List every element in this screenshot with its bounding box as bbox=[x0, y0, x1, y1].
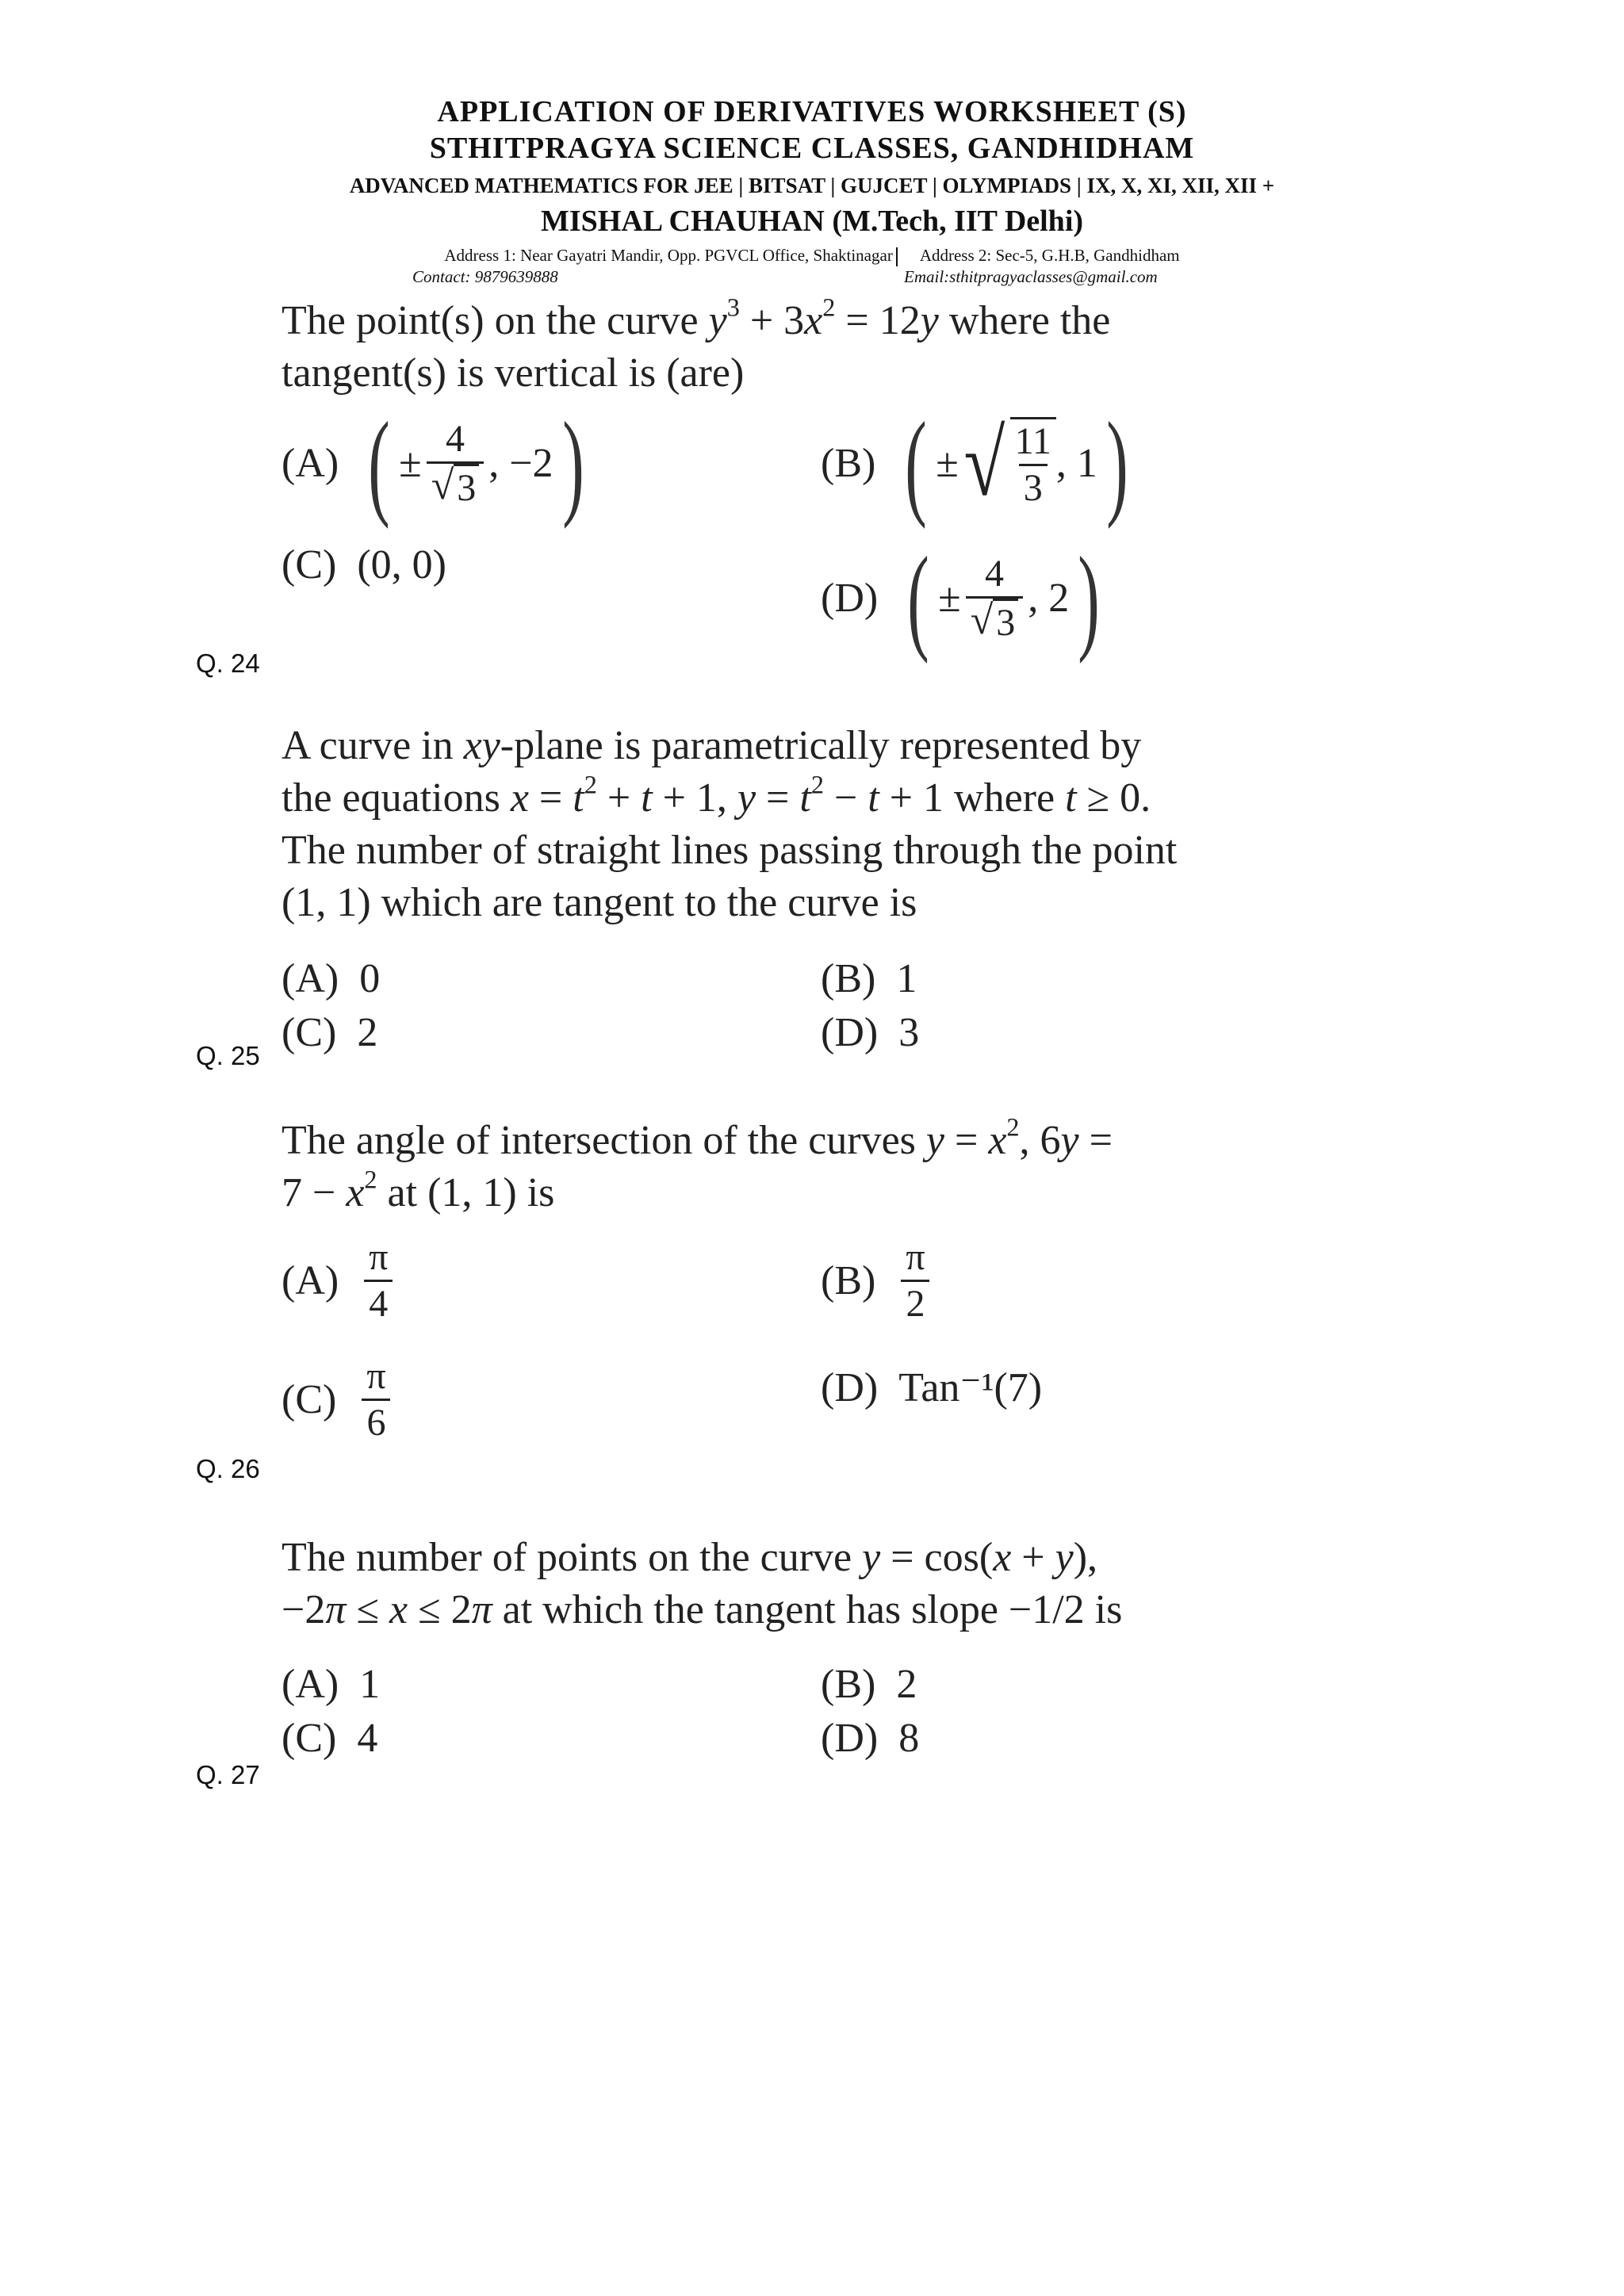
question-24 bbox=[282, 295, 1281, 674]
question-26 bbox=[282, 1112, 1281, 1473]
question-25-number: Q. 25 bbox=[196, 1041, 260, 1070]
question-27-options bbox=[282, 1659, 1281, 1770]
address-line bbox=[0, 244, 1624, 266]
option-b: (B) 1 bbox=[821, 956, 917, 1001]
worksheet-title: APPLICATION OF DERIVATIVES WORKSHEET (S) bbox=[437, 95, 1187, 128]
question-25 bbox=[282, 720, 1281, 1064]
question-27-stem: The number of points on the curve y = cos(x + y), −2π ≤ x ≤ 2π at which the tangent has slope −1/2 is bbox=[282, 1535, 1123, 1632]
option-c: (C) (0, 0) bbox=[282, 542, 446, 587]
option-a: (A) ( ± 4 √ 3 , −2 ) bbox=[282, 398, 584, 530]
address-2: Address 2: Sec-5, G.H.B, Gandhidham bbox=[919, 246, 1180, 265]
question-27-number: Q. 27 bbox=[196, 1760, 260, 1789]
option-c: (C) 2 bbox=[282, 1010, 378, 1055]
option-d: (D) Tan⁻¹(7) bbox=[821, 1365, 1043, 1410]
question-24-options bbox=[282, 398, 1281, 674]
question-25-stem: A curve in xy-plane is parametrically represented by the equations $x = t^2 + t + 1$, $y = t^2 - t + 1$ where t ≥ 0. The number of straight lines passing through the point (1, 1) which are tangent to the curve is bbox=[282, 723, 1178, 925]
question-24-stem: The point(s) on the curve $y^3 + 3x^2 = 12y$ where the tangent(s) is vertical is (are) bbox=[282, 293, 1111, 396]
option-a: (A) $\frac{\pi}{4}$ bbox=[282, 1235, 397, 1326]
address-separator bbox=[896, 247, 898, 266]
institute-name: STHITPRAGYA SCIENCE CLASSES, GANDHIDHAM bbox=[429, 132, 1195, 165]
question-26-options bbox=[282, 1235, 1281, 1473]
option-d: (D) 8 bbox=[821, 1716, 920, 1761]
option-a: (A) 0 bbox=[282, 956, 381, 1001]
address-1: Address 1: Near Gayatri Mandir, Opp. PGVCL Office, Shaktinagar bbox=[444, 246, 893, 265]
equation-q24: $y^3 + 3x^2 = 12y$ bbox=[708, 293, 939, 343]
question-26-stem: The angle of intersection of the curves $y = x^2$, 6y = $7 - x^2$ at (1, 1) is bbox=[282, 1112, 1113, 1215]
question-24-number: Q. 24 bbox=[196, 649, 260, 678]
option-b: (B) $\frac{\pi}{2}$ bbox=[821, 1235, 935, 1326]
option-a: (A) 1 bbox=[282, 1662, 381, 1707]
contact-email: Email:sthitpragyaclasses@gmail.com bbox=[904, 267, 1158, 287]
course-subtitle: ADVANCED MATHEMATICS FOR JEE | BITSAT | GUJCET | OLYMPIADS | IX, X, XI, XII, XII + bbox=[349, 174, 1275, 197]
contact-line bbox=[0, 266, 1624, 287]
option-b: (B) 2 bbox=[821, 1662, 917, 1707]
option-c: (C) $\frac{\pi}{6}$ bbox=[282, 1354, 396, 1445]
contact-phone: Contact: 9879639888 bbox=[412, 267, 558, 287]
worksheet-header bbox=[0, 94, 1624, 287]
option-c: (C) 4 bbox=[282, 1716, 378, 1761]
question-26-number: Q. 26 bbox=[196, 1454, 260, 1483]
option-b: (B) ( ± √ $\frac{11}{3}$ , 1 ) bbox=[821, 398, 1128, 530]
option-d: (D) 3 bbox=[821, 1010, 920, 1055]
option-d: (D) ( ± 4 √ 3 , 2 ) bbox=[821, 533, 1100, 664]
question-25-options bbox=[282, 953, 1281, 1064]
author-name: MISHAL CHAUHAN (M.Tech, IIT Delhi) bbox=[540, 205, 1084, 238]
question-27 bbox=[282, 1532, 1281, 1770]
